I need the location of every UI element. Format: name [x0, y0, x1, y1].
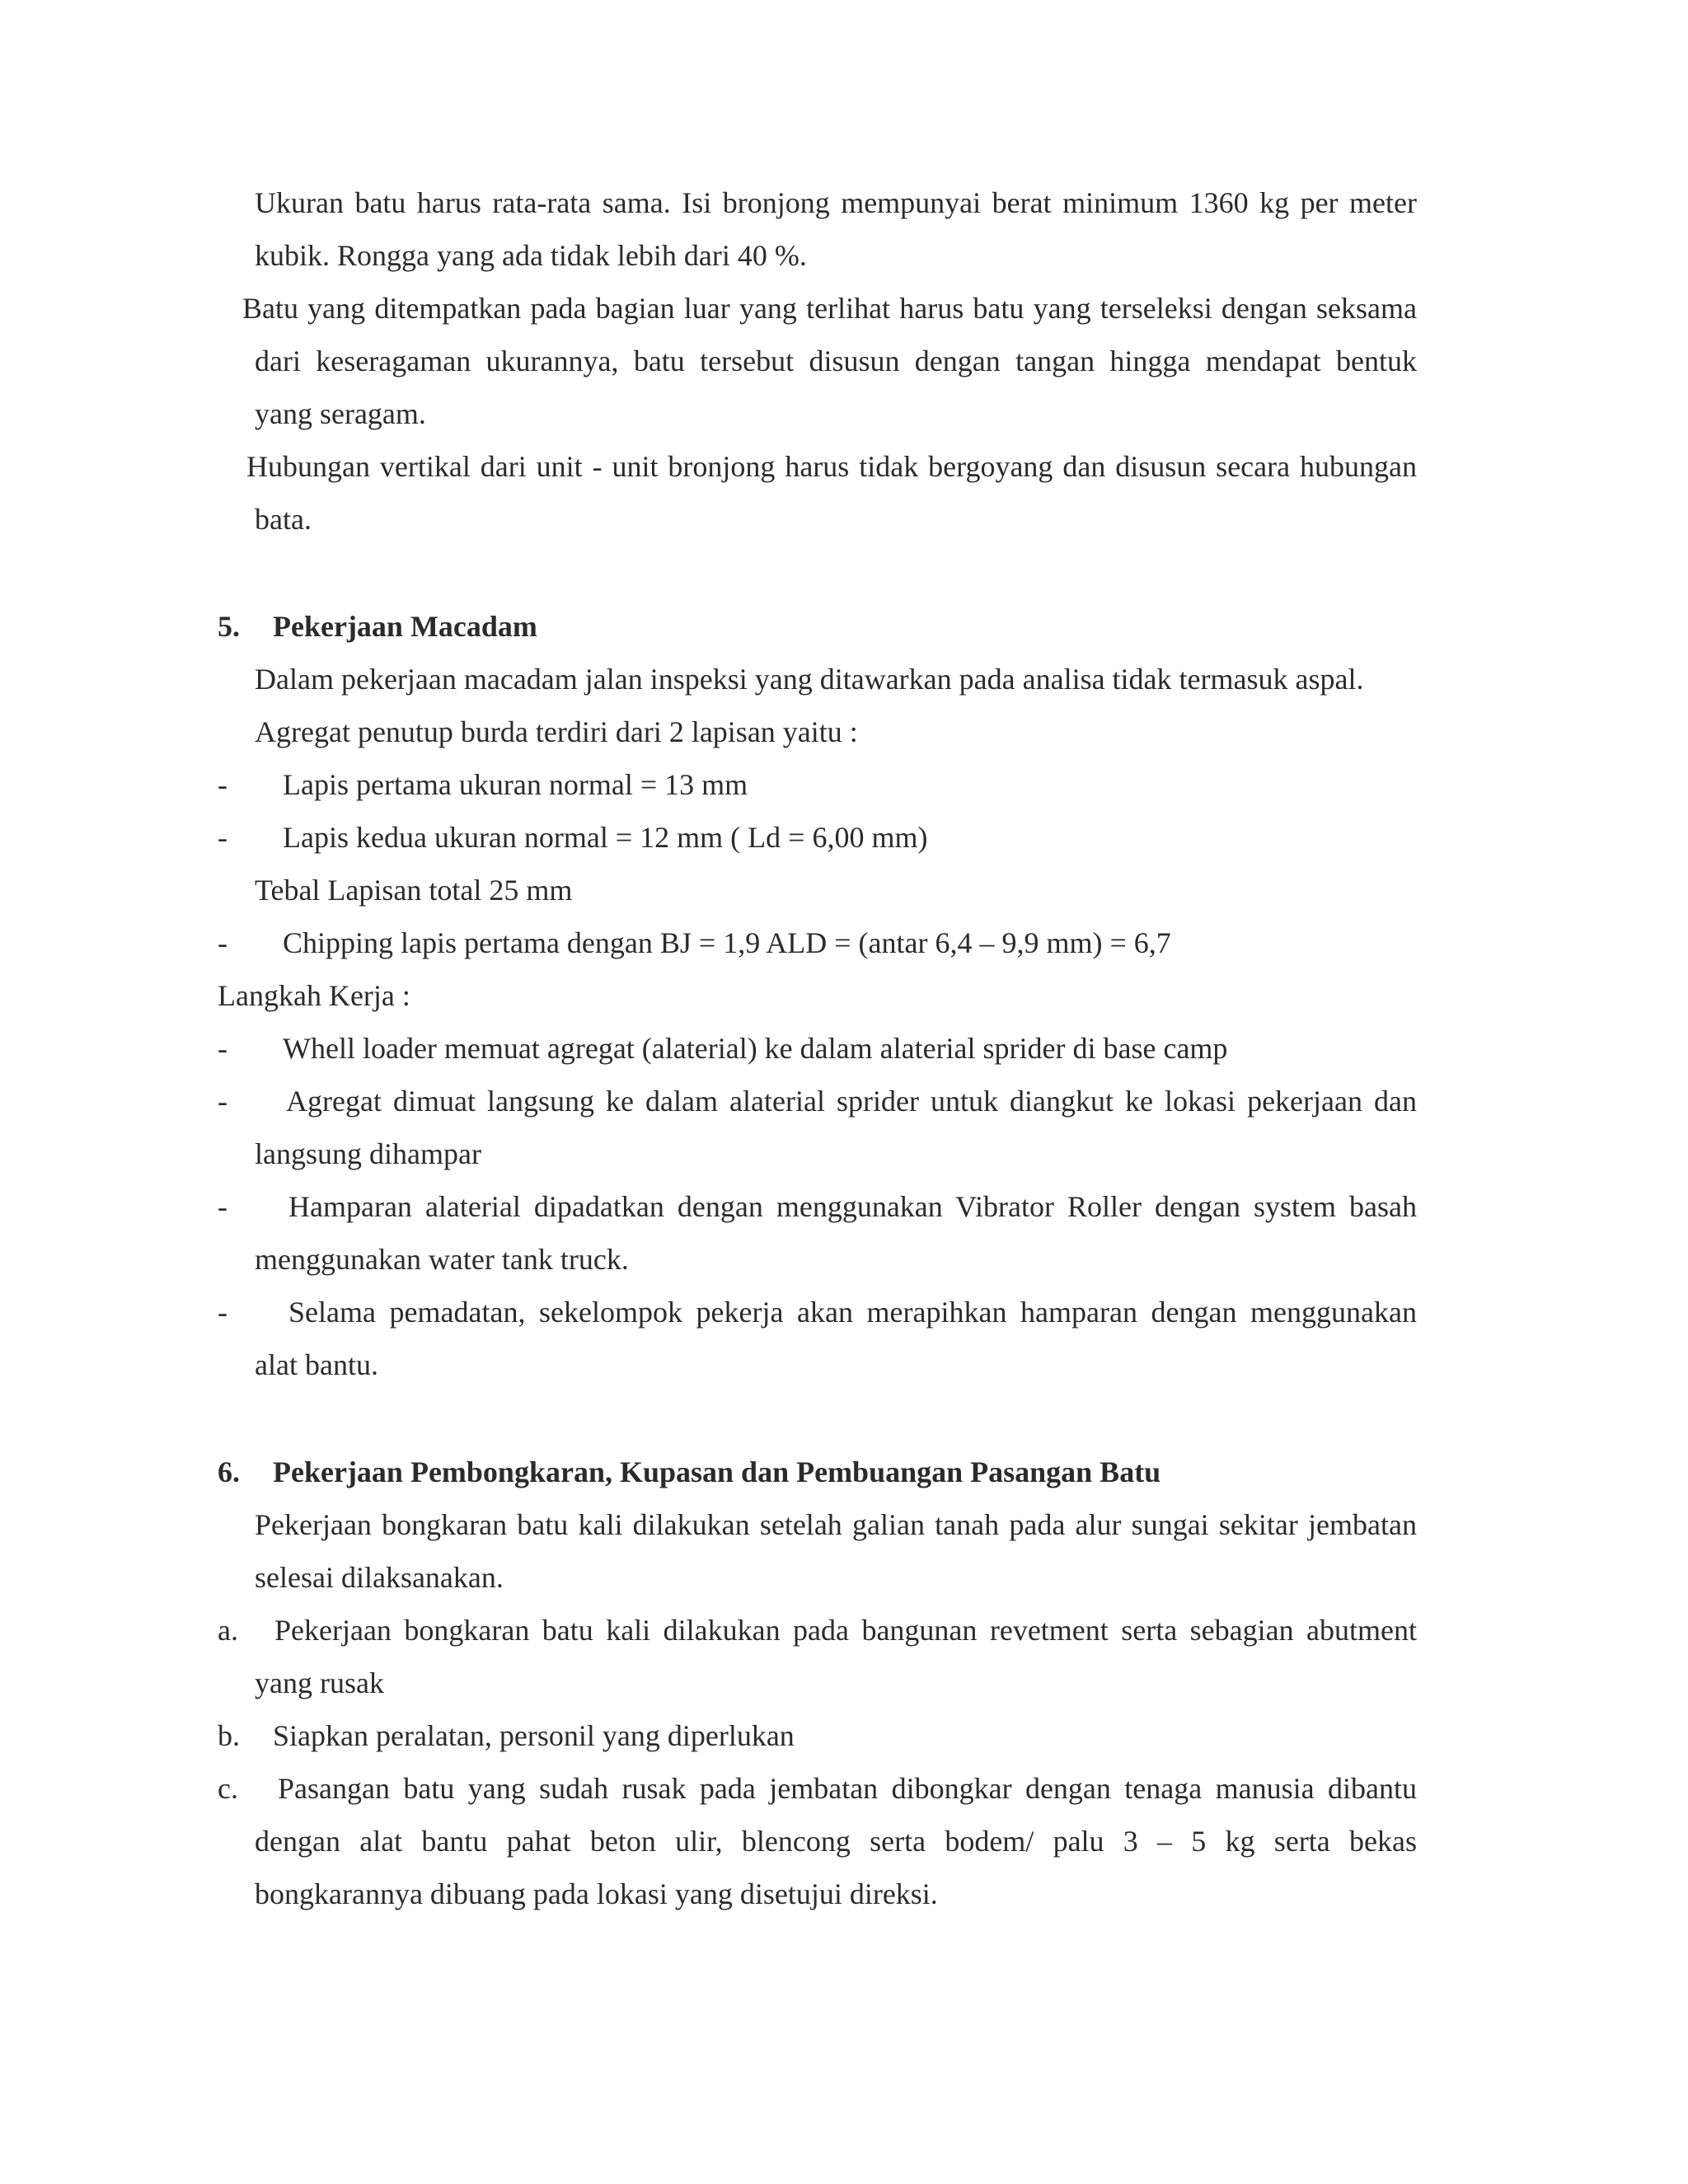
bullet-text: Hamparan alaterial dipadatkan dengan menggunakan Vibrator Roller dengan system basah — [288, 1190, 1417, 1223]
bullet-text: Whell loader memuat agregat (alaterial) ke dalam alaterial sprider di base camp — [283, 1032, 1228, 1065]
bullet-marker: - — [218, 1085, 227, 1118]
list-item-text: Pasangan batu yang sudah rusak pada jembatan dibongkar dengan tenaga manusia dibantu — [278, 1772, 1417, 1805]
list-item-text: bongkarannya dibuang pada lokasi yang disetujui direksi. — [255, 1877, 938, 1910]
paragraph-line: Dalam pekerjaan macadam jalan inspeksi yang ditawarkan pada analisa tidak termasuk aspal. — [255, 663, 1364, 696]
bullet-text: menggunakan water tank truck. — [255, 1243, 629, 1276]
bullet-text: Lapis kedua ukuran normal = 12 mm ( Ld = 6,00 mm) — [283, 821, 928, 854]
bullet-text: Agregat dimuat langsung ke dalam alaterial sprider untuk diangkut ke lokasi pekerjaan dan — [286, 1085, 1417, 1118]
steps-label: Langkah Kerja : — [218, 979, 410, 1012]
bullet-text: alat bantu. — [255, 1348, 378, 1381]
paragraph-line: kubik. Rongga yang ada tidak lebih dari 40 %. — [255, 239, 807, 272]
bullet-marker: - — [218, 768, 227, 801]
paragraph-line: Agregat penutup burda terdiri dari 2 lapisan yaitu : — [255, 715, 858, 748]
bullet-marker: - — [218, 926, 227, 959]
list-item-text: dengan alat bantu pahat beton ulir, blencong serta bodem/ palu 3 – 5 kg serta bekas — [255, 1825, 1417, 1858]
bullet-marker: - — [218, 1190, 227, 1223]
section-title: Pekerjaan Pembongkaran, Kupasan dan Pembuangan Pasangan Batu — [273, 1455, 1161, 1488]
bullet-marker: - — [218, 1032, 227, 1065]
section-number: 5. — [218, 610, 240, 643]
bullet-marker: - — [218, 1296, 227, 1329]
bullet-text: Selama pemadatan, sekelompok pekerja akan merapihkan hamparan dengan menggunakan — [288, 1296, 1417, 1329]
paragraph-line: Pekerjaan bongkaran batu kali dilakukan setelah galian tanah pada alur sungai sekitar jembatan — [255, 1508, 1417, 1541]
list-marker: c. — [218, 1772, 238, 1805]
paragraph-line: Batu yang ditempatkan pada bagian luar yang terlihat harus batu yang terseleksi dengan seksama — [242, 292, 1417, 325]
list-marker: a. — [218, 1614, 238, 1647]
list-item-text: Siapkan peralatan, personil yang diperlukan — [273, 1719, 795, 1752]
section-title: Pekerjaan Macadam — [273, 610, 537, 643]
paragraph-line: dari keseragaman ukurannya, batu tersebut disusun dengan tangan hingga mendapat bentuk — [255, 344, 1417, 377]
paragraph-line: Ukuran batu harus rata-rata sama. Isi bronjong mempunyai berat minimum 1360 kg per meter — [255, 186, 1417, 219]
paragraph-line: yang seragam. — [255, 397, 426, 430]
list-item-text: Pekerjaan bongkaran batu kali dilakukan pada bangunan revetment serta sebagian abutment — [274, 1614, 1417, 1647]
bullet-text: Lapis pertama ukuran normal = 13 mm — [283, 768, 748, 801]
bullet-text: Chipping lapis pertama dengan BJ = 1,9 ALD = (antar 6,4 – 9,9 mm) = 6,7 — [283, 926, 1171, 959]
paragraph-line: selesai dilaksanakan. — [255, 1561, 504, 1594]
list-item-text: yang rusak — [255, 1666, 384, 1699]
bullet-marker: - — [218, 821, 227, 854]
paragraph-line: bata. — [255, 503, 312, 536]
paragraph-line: Tebal Lapisan total 25 mm — [255, 874, 573, 907]
bullet-text: langsung dihampar — [255, 1137, 481, 1170]
section-number: 6. — [218, 1455, 240, 1488]
paragraph-line: Hubungan vertikal dari unit - unit bronjong harus tidak bergoyang dan disusun secara hubungan — [246, 450, 1417, 483]
list-marker: b. — [218, 1719, 240, 1752]
